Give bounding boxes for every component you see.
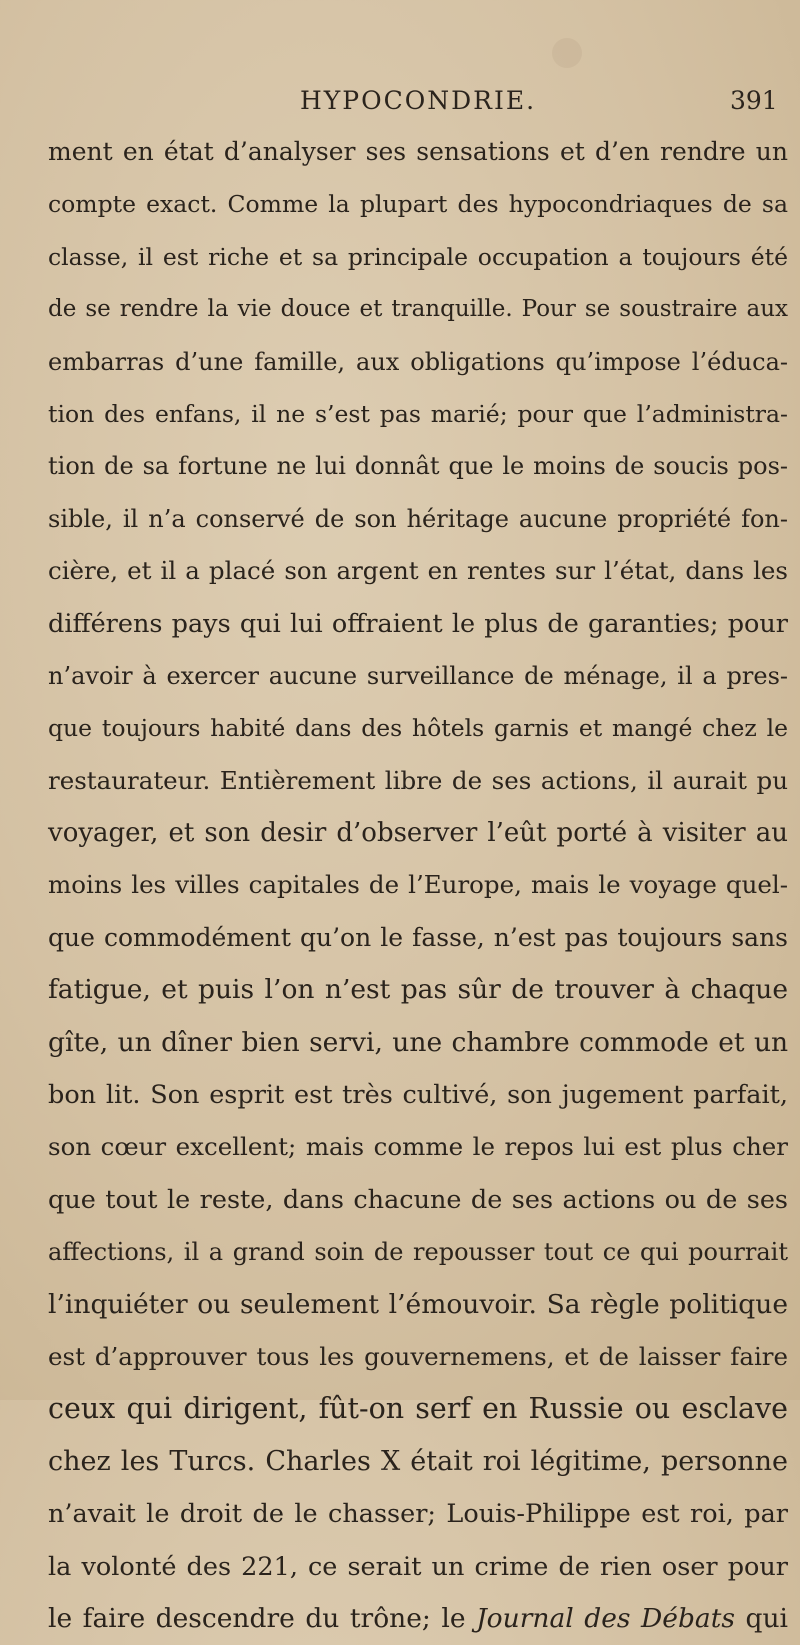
- text-line: que tout le reste, dans chacune de ses actions ou de ses: [48, 1184, 788, 1215]
- text-line: fatigue, et puis l’on n’est pas sûr de trouver à chaque: [48, 974, 788, 1006]
- text-line: chez les Turcs. Charles X était roi légitime, personne: [48, 1445, 788, 1477]
- text-line: ment en état d’analyser ses sensations et d’en rendre un: [48, 137, 788, 166]
- text-line: sible, il n’a conservé de son héritage aucune propriété fon-: [48, 504, 788, 533]
- text-line: de se rendre la vie douce et tranquille. Pour se soustraire aux: [48, 296, 788, 323]
- text-line: n’avoir à exercer aucune surveillance de ménage, il a pres-: [48, 661, 788, 690]
- text-line: voyager, et son desir d’observer l’eût porté à visiter au: [48, 818, 788, 849]
- text-line: que commodément qu’on le fasse, n’est pas toujours sans: [48, 922, 788, 952]
- text-line: différens pays qui lui offraient le plus de garanties; pour: [48, 608, 788, 639]
- text-line: affections, il a grand soin de repousser tout ce qui pourrait: [48, 1238, 788, 1267]
- text-line: embarras d’une famille, aux obligations qu’impose l’éduca-: [48, 347, 788, 376]
- text-line: ceux qui dirigent, fût-on serf en Russie ou esclave: [48, 1392, 788, 1426]
- italic-title: Journal des Débats: [476, 1602, 735, 1634]
- paper-stain: [552, 38, 582, 68]
- text-line: classe, il est riche et sa principale occupation a toujours été: [48, 242, 788, 271]
- text-line: cière, et il a placé son argent en rentes sur l’état, dans les: [48, 556, 788, 586]
- page-number: 391: [730, 86, 778, 115]
- text-line: que toujours habité dans des hôtels garnis et mangé chez le: [48, 714, 788, 743]
- running-head-title: HYPOCONDRIE.: [300, 86, 537, 115]
- text-line: tion de sa fortune ne lui donnât que le moins de soucis pos-: [48, 452, 788, 481]
- text-line: bon lit. Son esprit est très cultivé, son jugement parfait,: [48, 1080, 788, 1111]
- text-line: son cœur excellent; mais comme le repos lui est plus cher: [48, 1132, 788, 1162]
- text-line: est d’approuver tous les gouvernemens, et de laisser faire: [48, 1341, 788, 1371]
- body-text: [48, 126, 788, 1645]
- text-line: l’inquiéter ou seulement l’émouvoir. Sa règle politique: [48, 1288, 788, 1320]
- text-line: tion des enfans, il ne s’est pas marié; pour que l’administra-: [48, 399, 788, 428]
- running-head: [0, 86, 800, 126]
- text-line: gîte, un dîner bien servi, une chambre commode et un: [48, 1026, 789, 1058]
- text-line: compte exact. Comme la plupart des hypocondriaques de sa: [48, 190, 788, 219]
- text-line: restaurateur. Entièrement libre de ses actions, il aurait pu: [48, 765, 788, 795]
- text-line: la volonté des 221, ce serait un crime de rien oser pour: [48, 1551, 788, 1582]
- text-line: n’avait le droit de le chasser; Louis-Philippe est roi, par: [48, 1499, 788, 1530]
- text-line: le faire descendre du trône; le Journal des Débats qui: [48, 1602, 789, 1634]
- text-line: moins les villes capitales de l’Europe, mais le voyage quel-: [48, 870, 788, 900]
